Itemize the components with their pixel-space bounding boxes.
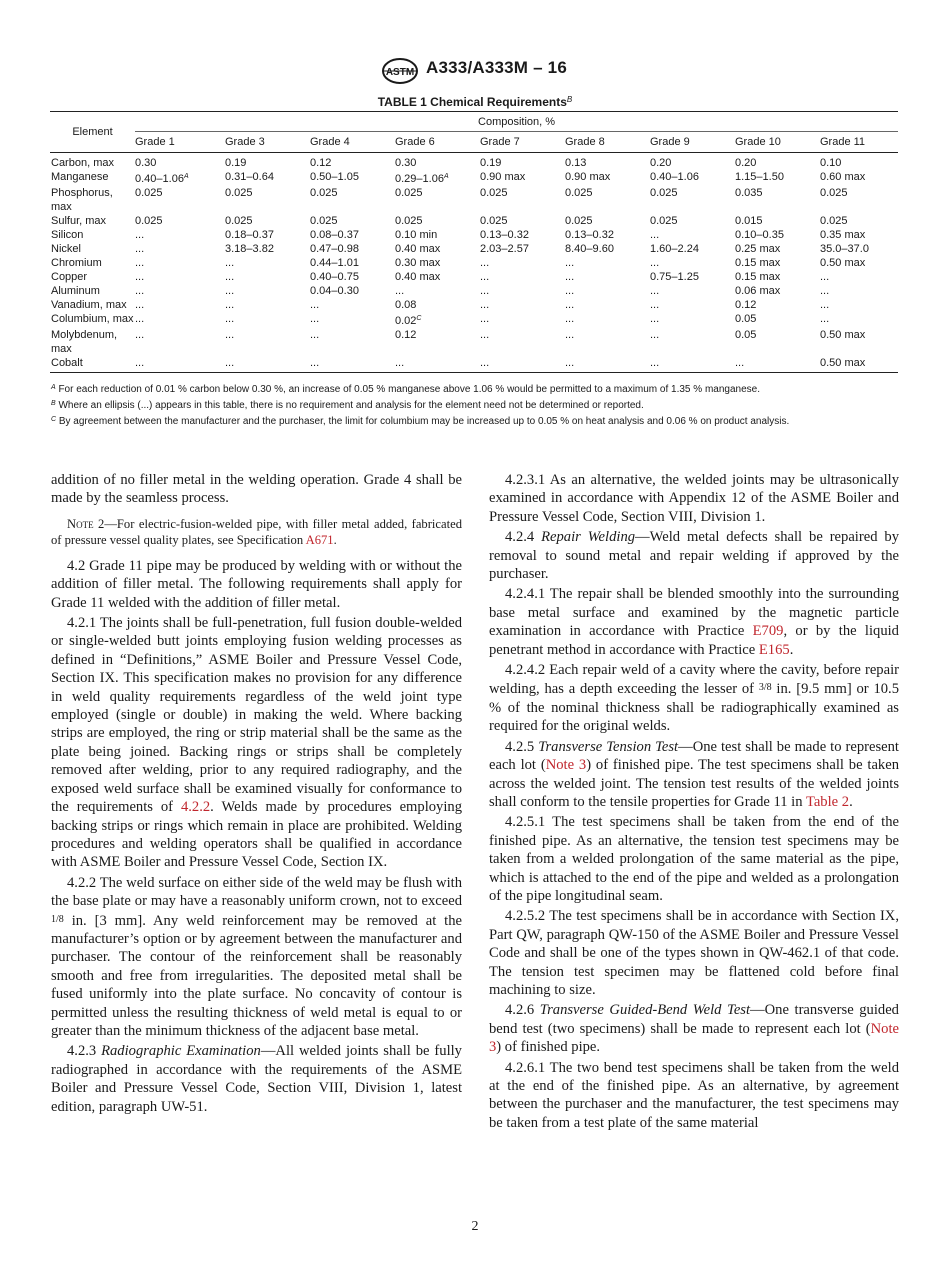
table-cell: ... <box>480 257 490 269</box>
table-cell: 0.025 <box>135 215 163 227</box>
table-cell: ... <box>565 271 575 283</box>
table-cell: ... <box>820 299 830 311</box>
footnote: $^B$ Where an ellipsis (...) appears in this table, there is no requirement and analysis for the element need not be determined or reported. <box>51 400 644 411</box>
ref-note-3-link[interactable]: Note 3 <box>545 757 587 774</box>
table-cell: ... <box>650 356 735 373</box>
table-cell: 3.18–3.82 <box>225 243 274 255</box>
table-cell: 0.025 <box>650 215 678 227</box>
table-cell: ... <box>135 243 145 255</box>
table-cell: ... <box>735 356 820 373</box>
ref-e165-link[interactable]: E165 <box>758 641 790 658</box>
chemical-requirements-table <box>50 111 898 373</box>
table-cell: 0.13–0.32 <box>480 229 529 241</box>
table-cell: ... <box>650 313 660 325</box>
section-4-2-3-1: 4.2.3.1 As an alternative, the welded joints may be ultrasonically examined in accordance with Appendix 12 of the ASME Boiler and Pressure Vessel Code, Section VIII, Division 1. <box>489 472 899 525</box>
table-cell: 0.19 <box>225 157 247 169</box>
table-cell: 0.50 max <box>820 356 898 373</box>
table-cell: 0.05 <box>735 329 757 341</box>
table-cell: 0.15 max <box>735 271 781 283</box>
table-cell: 0.12 <box>395 329 417 341</box>
table-cell: ... <box>820 285 830 297</box>
table-row <box>50 186 898 214</box>
table-cell: ... <box>395 285 405 297</box>
table-footnotes <box>51 381 911 429</box>
table-cell: ... <box>650 229 660 241</box>
grade-header-row <box>50 132 898 153</box>
note-2: Note 2—For electric-fusion-welded pipe, with filler metal added, fabricated of pressure vessel quality plates, see Specification A671. <box>51 516 462 548</box>
table-cell: 35.0–37.0 <box>820 243 869 255</box>
table-cell: 0.60 max <box>820 171 866 183</box>
table-row <box>50 256 898 270</box>
table-cell: ... <box>565 313 575 325</box>
table-cell: ... <box>135 356 225 373</box>
element-name: Molybdenum, max <box>51 329 118 355</box>
grade-header: Grade 9 <box>650 132 735 153</box>
page-number: 2 <box>471 1219 479 1234</box>
table-cell: 0.25 max <box>735 243 781 255</box>
table-cell: ... <box>565 356 650 373</box>
table-cell: ... <box>480 299 490 311</box>
table-cell: 0.50 max <box>820 329 866 341</box>
table-cell: 0.10 <box>820 157 842 169</box>
svg-text:ASTM: ASTM <box>385 67 415 78</box>
table-cell: ... <box>135 257 145 269</box>
table-row <box>50 270 898 284</box>
grade-header: Grade 8 <box>565 132 650 153</box>
element-name: Manganese <box>51 171 109 183</box>
table-cell: ... <box>565 285 575 297</box>
table-cell: 0.12 <box>310 157 332 169</box>
right-column <box>489 471 899 1134</box>
table-cell: 0.30 max <box>395 257 441 269</box>
table-cell: ... <box>135 285 145 297</box>
table-cell: ... <box>225 329 235 341</box>
table-cell: $0.29-1.06^A$ <box>395 173 449 185</box>
ref-note-3-link[interactable]: Note 3 <box>489 1020 899 1056</box>
table-cell: 0.08 <box>395 299 417 311</box>
ref-table-2-link[interactable]: Table 2 <box>805 793 850 810</box>
table-cell: 0.30 <box>135 157 157 169</box>
table-cell: ... <box>310 313 320 325</box>
footnote: $^C$ By agreement between the manufacturer and the purchaser, the limit for columbium may be increased up to 0.05 % on heat analysis and 0.06 % on product analysis. <box>51 416 790 427</box>
element-name: Vanadium, max <box>51 299 127 311</box>
table-cell: ... <box>135 271 145 283</box>
element-name: Phosphorus, max <box>51 187 113 213</box>
grade-header: Grade 6 <box>395 132 480 153</box>
table-cell: 0.025 <box>395 187 423 199</box>
table-cell: 0.025 <box>565 215 593 227</box>
table-cell: 0.025 <box>650 187 678 199</box>
table-cell: ... <box>820 271 830 283</box>
table-cell: 0.12 <box>735 299 757 311</box>
table-cell: 0.06 max <box>735 285 781 297</box>
table-cell: 0.025 <box>225 187 253 199</box>
section-4-2-4-2: 4.2.4.2 Each repair weld of a cavity where the cavity, before repair welding, has a depth exceeding the lesser of $^{3/8}$ in. [9.5 mm] or 10.5 % of the nominal thickness shall be radiographically examined as required for the original welds. <box>489 662 899 735</box>
section-4-2-3: 4.2.3 Radiographic Examination—All welded joints shall be fully radiographed in accordance with the requirements of the ASME Boiler and Pressure Vessel Code, Section VIII, Division 1, latest edition, paragraph UW-51. <box>51 1043 462 1115</box>
table-cell: 0.025 <box>480 215 508 227</box>
table-cell: ... <box>480 313 490 325</box>
table-cell: ... <box>650 257 660 269</box>
left-column <box>51 471 462 1118</box>
table-cell: 0.35 max <box>820 229 866 241</box>
table-cell: $0.40-1.06^A$ <box>135 173 189 185</box>
table-row <box>50 214 898 228</box>
table-cell: ... <box>225 356 310 373</box>
section-4-2-6: 4.2.6 Transverse Guided-Bend Weld Test—One transverse guided bend test (two specimens) shall be made to represent each lot (Note 3) of finished pipe. <box>489 1002 899 1056</box>
table-cell: 0.025 <box>565 187 593 199</box>
section-4-2-1: 4.2.1 The joints shall be full-penetration, full fusion double-welded or single-welded butt joints employing fusion welding processes as defined in “Definitions,” ASME Boiler and Pressure Vessel Code, Section IX. This specification makes no provision for any difference in weld quality requirements regardless of the weld joint type employed (single or double) in making the weld. Where backing strips are employed, the ring or strip material shall be the same as the plate being joined. Backing rings or strips shall be completely removed after welding, prior to any required radiography, and the exposed weld surface shall be examined visually for conformance to the requirements of 4.2.2. Welds made by procedures employing backing strips or rings which remain in place are prohibited. Welding procedures and welding operators shall be qualified in accordance with ASME Boiler and Pressure Vessel Code, Section IX. <box>51 615 462 871</box>
table-cell: ... <box>135 329 145 341</box>
element-name: Columbium, max <box>51 313 134 325</box>
table-cell: ... <box>225 299 235 311</box>
grade-header: Grade 4 <box>310 132 395 153</box>
table-cell: ... <box>225 271 235 283</box>
astm-logo-icon <box>380 56 420 86</box>
table-cell: 0.15 max <box>735 257 781 269</box>
grade-header: Grade 7 <box>480 132 565 153</box>
table-row <box>50 170 898 186</box>
table-cell: 0.10–0.35 <box>735 229 784 241</box>
table-cell: 0.025 <box>480 187 508 199</box>
table-cell: 0.20 <box>735 157 757 169</box>
page-header <box>0 56 950 86</box>
table-cell: 0.035 <box>735 187 763 199</box>
table-cell: 8.40–9.60 <box>565 243 614 255</box>
table-cell: ... <box>480 356 565 373</box>
table-cell: 0.025 <box>310 187 338 199</box>
table-cell: 0.04–0.30 <box>310 285 359 297</box>
section-4-2-5-2: 4.2.5.2 The test specimens shall be in accordance with Section IX, Part QW, paragraph QW-150 of the ASME Boiler and Pressure Vessel Code and shall be one of the types shown in QW-462.1 of that code. The tension test specimen may be flattened cold before final machining to size. <box>489 908 899 998</box>
table-cell: 0.025 <box>820 215 848 227</box>
table-cell: ... <box>565 257 575 269</box>
table-cell: 1.15–1.50 <box>735 171 784 183</box>
composition-header: Composition, % <box>135 112 898 132</box>
section-4-2-6-1: 4.2.6.1 The two bend test specimens shall be taken from the weld at the end of the finished pipe. As an alternative, by agreement between the purchaser and the manufacturer, the test specimens may be taken from a test plate of the same material <box>489 1059 899 1131</box>
table-cell: ... <box>310 299 320 311</box>
element-name: Carbon, max <box>51 157 114 169</box>
table-cell: ... <box>135 313 145 325</box>
section-4-2-5-1: 4.2.5.1 The test specimens shall be taken from the end of the finished pipe. As an alternative, the tension test specimens may be taken from a welded prolongation of the same material as the pipe, which is attached to the end of the pipe and welded as a prolongation of the pipe longitudinal seam. <box>489 814 899 904</box>
paragraph: addition of no filler metal in the welding operation. Grade 4 shall be made by the seamless process. <box>51 472 462 507</box>
table-cell: 0.90 max <box>565 171 611 183</box>
table-row <box>50 284 898 298</box>
table-cell: 0.30 <box>395 157 417 169</box>
table-cell: ... <box>135 299 145 311</box>
element-name: Silicon <box>51 229 84 241</box>
table-row <box>50 228 898 242</box>
table-cell: 0.025 <box>395 215 423 227</box>
table-cell: 0.025 <box>820 187 848 199</box>
table-cell: 0.75–1.25 <box>650 271 699 283</box>
table-cell: ... <box>650 299 660 311</box>
ref-4-2-2-link[interactable]: 4.2.2 <box>180 799 211 816</box>
table-cell: ... <box>395 356 480 373</box>
table-cell: 0.13–0.32 <box>565 229 614 241</box>
table-cell: 0.05 <box>735 313 757 325</box>
document-id: A333/A333M – 16 <box>426 58 567 77</box>
table-title: TABLE 1 Chemical Requirements$^B$ <box>377 95 573 109</box>
table-cell: ... <box>565 299 575 311</box>
element-name: Sulfur, max <box>51 215 107 227</box>
section-4-2-2: 4.2.2 The weld surface on either side of the weld may be flush with the base plate or may have a reasonably uniform crown, not to exceed $^{1/8}$ in. [3 mm]. Any weld reinforcement may be removed at the manufacturer’s option or by agreement between the manufacturer and purchaser. The contour of the reinforcement shall be reasonably smooth and free from irregularities. The deposited metal shall be fused uniformly into the plate surface. No concavity of contour is permitted unless the resulting thickness of weld metal is equal to or greater than the minimum thickness of the adjacent base metal. <box>51 874 462 1039</box>
table-cell: 0.19 <box>480 157 502 169</box>
table-cell: 1.60–2.24 <box>650 243 699 255</box>
section-4-2-5: 4.2.5 Transverse Tension Test—One test shall be made to represent each lot (Note 3) of finished pipe. The test specimens shall be taken across the welded joint. The tension test results of the welded joints shall conform to the tensile properties for Grade 11 in Table 2. <box>489 738 899 810</box>
table-row <box>50 153 898 171</box>
table-cell: 0.40 max <box>395 271 441 283</box>
table-cell: ... <box>480 285 490 297</box>
table-cell: 0.13 <box>565 157 587 169</box>
table-cell: 0.90 max <box>480 171 526 183</box>
element-header: Element <box>50 112 135 153</box>
table-cell: ... <box>225 257 235 269</box>
grade-header: Grade 1 <box>135 132 225 153</box>
table-cell: 0.31–0.64 <box>225 171 274 183</box>
table-row <box>50 356 898 373</box>
table-cell: ... <box>480 329 490 341</box>
table-row <box>50 312 898 328</box>
table-cell: 0.40–1.06 <box>650 171 699 183</box>
table-row <box>50 242 898 256</box>
table-cell: 0.18–0.37 <box>225 229 274 241</box>
table-cell: ... <box>820 313 830 325</box>
table-cell: ... <box>310 329 320 341</box>
grade-header: Grade 10 <box>735 132 820 153</box>
table-cell: 0.025 <box>135 187 163 199</box>
element-name: Aluminum <box>51 285 100 297</box>
table-row <box>50 328 898 356</box>
table-cell: 0.025 <box>225 215 253 227</box>
table-cell: ... <box>480 271 490 283</box>
table-row <box>50 298 898 312</box>
footnote: $^A$ For each reduction of 0.01 % carbon below 0.30 %, an increase of 0.05 % manganese above 1.06 % would be permitted to a maximum of 1.35 % manganese. <box>51 384 760 395</box>
table-cell: ... <box>225 285 235 297</box>
grade-header: Grade 11 <box>820 132 898 153</box>
element-name: Copper <box>51 271 88 283</box>
grade-header: Grade 3 <box>225 132 310 153</box>
table-cell: 0.08–0.37 <box>310 229 359 241</box>
element-name: Cobalt <box>50 356 135 373</box>
table-cell: ... <box>310 356 395 373</box>
table-cell: 0.44–1.01 <box>310 257 359 269</box>
section-4-2-4: 4.2.4 Repair Welding—Weld metal defects shall be repaired by removal to sound metal and repair welding if approved by the purchaser. <box>489 529 900 583</box>
section-4-2: 4.2 Grade 11 pipe may be produced by welding with or without the addition of filler metal. The following requirements shall apply for Grade 11 welded with the addition of filler metal. <box>51 557 462 611</box>
element-name: Nickel <box>51 243 81 255</box>
table-cell: ... <box>650 329 660 341</box>
table-cell: 0.10 min <box>395 229 438 241</box>
section-4-2-4-1: 4.2.4.1 The repair shall be blended smoothly into the surrounding base metal surface and examined by the magnetic particle examination in accordance with Practice E709, or by the liquid penetrant method in accordance with Practice E165. <box>489 586 899 658</box>
table-cell: 0.20 <box>650 157 672 169</box>
ref-e709-link[interactable]: E709 <box>752 623 784 640</box>
ref-a671-link[interactable]: A671 <box>305 533 334 548</box>
table-cell: 0.50–1.05 <box>310 171 359 183</box>
element-name: Chromium <box>51 257 102 269</box>
table-cell: 2.03–2.57 <box>480 243 529 255</box>
table-cell: 0.025 <box>310 215 338 227</box>
table-cell: 0.47–0.98 <box>310 243 359 255</box>
table-cell: $0.02^C$ <box>395 315 422 327</box>
table-cell: ... <box>565 329 575 341</box>
table-cell: 0.40 max <box>395 243 441 255</box>
table-cell: 0.40–0.75 <box>310 271 359 283</box>
table-cell: 0.015 <box>735 215 763 227</box>
table-cell: ... <box>225 313 235 325</box>
table-cell: ... <box>135 229 145 241</box>
table-cell: ... <box>650 285 660 297</box>
table-cell: 0.50 max <box>820 257 866 269</box>
